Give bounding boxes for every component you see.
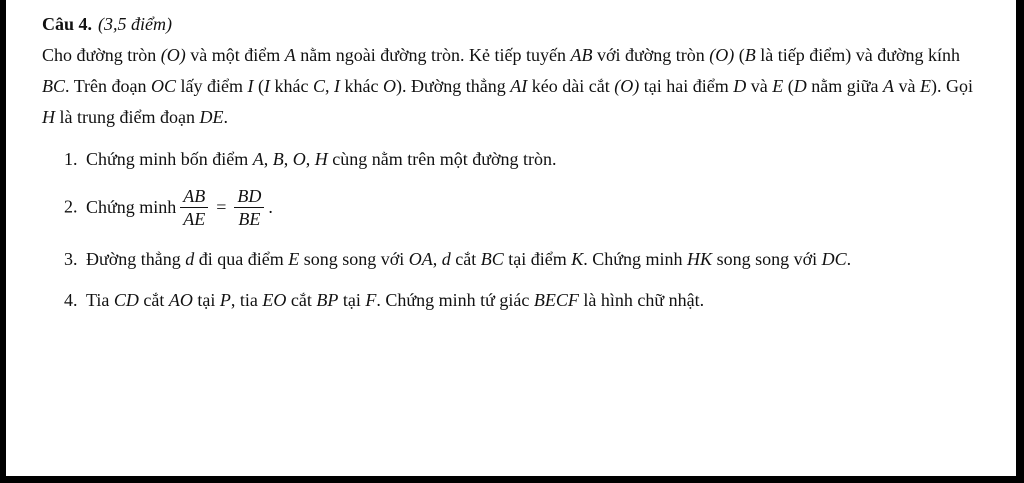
task-number: 4. — [64, 290, 78, 310]
fraction-ab-ae: $\frac{AB}{AE}$ — [180, 185, 208, 230]
exercise-heading — [42, 8, 982, 40]
cropped-next-heading — [50, 339, 220, 345]
task-list — [42, 145, 982, 321]
problem-statement: Cho đường tròn (O) và một điểm A nằm ngoài đường tròn. Kẻ tiếp tuyến AB với đường tròn (O) (B là tiếp điểm) và đường kính BC. Trên đoạn OC lấy điểm I (I khác C, I khác O). Đường thẳng AI kéo dài cắt (O) tại hai điểm D và E (D nằm giữa A và E). Gọi H là trung điểm đoạn DE. — [42, 45, 973, 127]
task-number: 2. — [64, 196, 78, 217]
document-page — [6, 0, 1016, 476]
exercise-points: (3,5 điểm) — [98, 14, 172, 34]
exercise-title: Câu 4. — [42, 14, 93, 34]
fraction-bd-be: $\frac{BD}{BE}$ — [234, 185, 264, 230]
task-number: 1. — [64, 149, 78, 169]
task-number: 3. — [64, 249, 78, 269]
task-item: 3. Đường thẳng d đi qua điểm E song song với OA, d cắt BC tại điểm K. Chứng minh HK song song với DC. — [42, 239, 982, 279]
task-item: 4. Tia CD cắt AO tại P, tia EO cắt BP tại F. Chứng minh tứ giác BECF là hình chữ nhật. — [42, 279, 982, 321]
task-item: 1. Chứng minh bốn điểm A, B, O, H cùng nằm trên một đường tròn. — [42, 145, 982, 173]
task-item: 2. Chứng minh $\frac{AB}{AE}$ = $\frac{BD}{BE}$ . — [64, 185, 273, 229]
exercise-block — [42, 8, 982, 321]
